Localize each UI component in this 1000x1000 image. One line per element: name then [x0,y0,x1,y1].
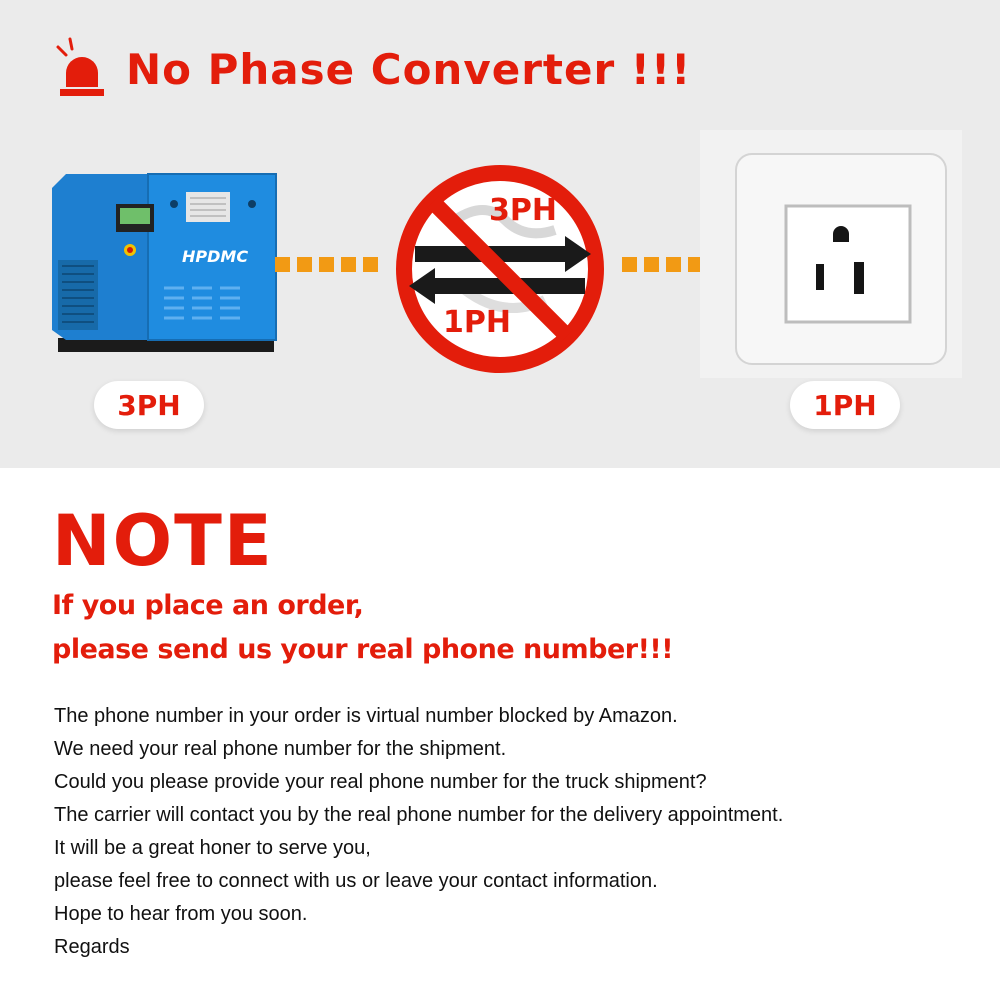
note-line: Could you please provide your real phone number for the truck shipment? [54,771,707,793]
alarm-light-icon [52,37,112,101]
note-line: Regards [54,936,130,958]
note-title: NOTE [52,500,274,582]
target-phase-label: 1PH [790,381,900,429]
header-title: No Phase Converter !!! [126,44,692,94]
sign-bottom-label: 1PH [443,305,511,340]
sign-top-label: 3PH [489,193,557,228]
brand-logo: HPDMC [182,247,249,266]
note-line: We need your real phone number for the shipment. [54,738,507,760]
note-line: please feel free to connect with us or leave your contact information. [54,870,658,892]
note-subtitle-line1: If you place an order, [52,590,364,621]
note-line: It will be a great honer to serve you, [54,837,371,859]
wall-outlet-image [700,130,962,378]
note-line: Hope to hear from you soon. [54,903,308,925]
no-sign-icon [385,160,615,378]
connector-dots-left [275,257,378,272]
note-body [54,702,783,966]
source-phase-label: 3PH [94,381,204,429]
note-subtitle-line2: please send us your real phone number!!! [52,634,674,665]
note-line: The carrier will contact you by the real phone number for the delivery appointment. [54,804,784,826]
air-compressor-image [52,170,280,356]
header [52,34,691,104]
note-line: The phone number in your order is virtual number blocked by Amazon. [54,705,678,727]
